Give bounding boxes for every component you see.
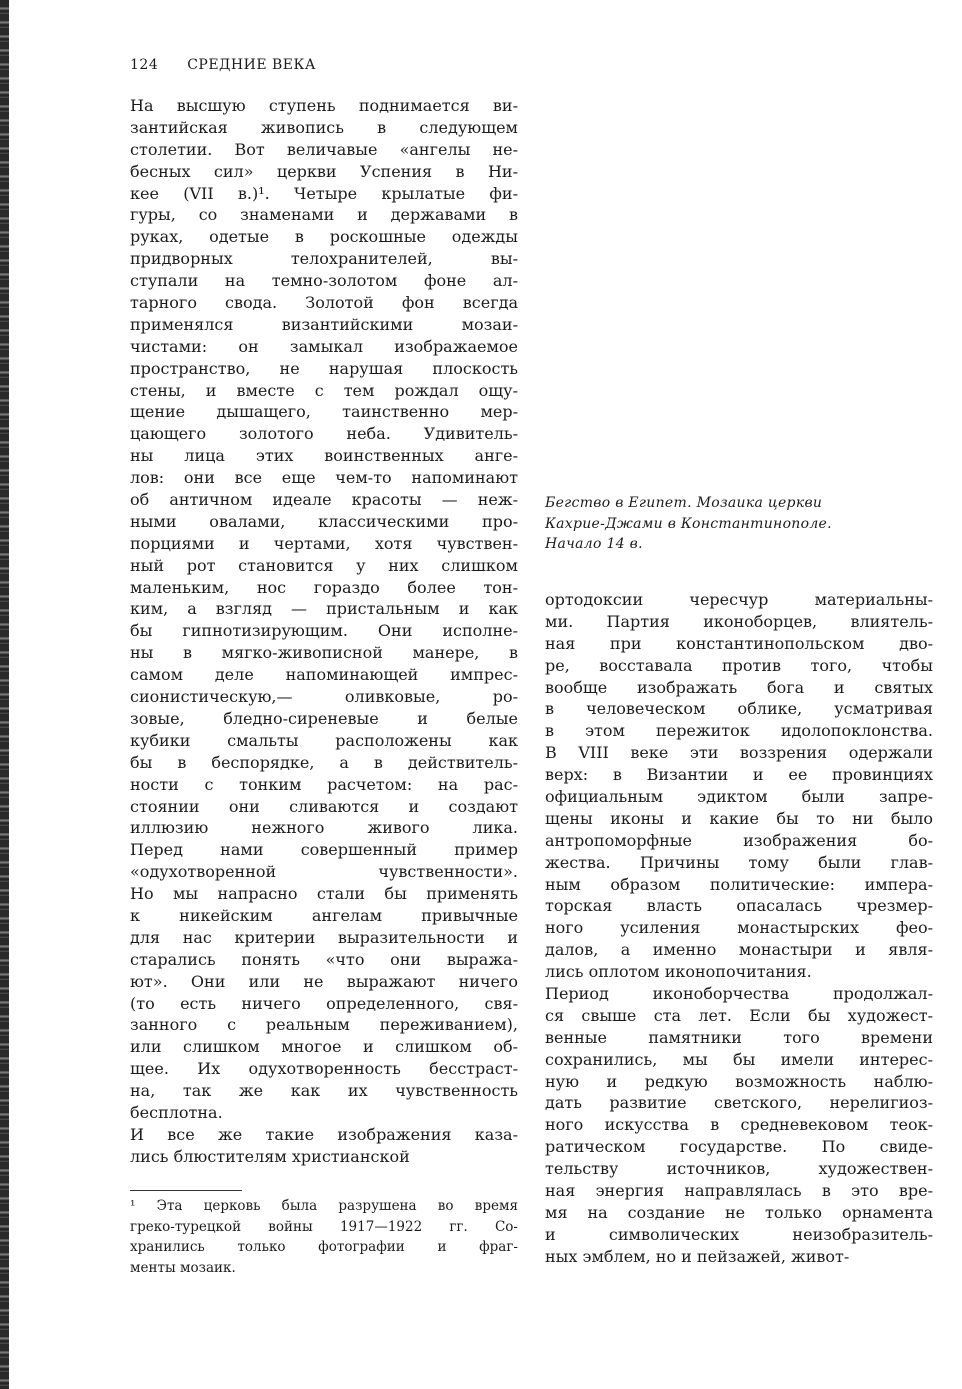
- left-column-text-line: бы в беспорядке, а в действитель-: [130, 752, 518, 772]
- left-column-text-line: об античном идеале красоты — неж-: [130, 490, 518, 510]
- book-spine-edge: [0, 0, 9, 1389]
- left-column-text-line: цающего золотого неба. Удивитель-: [130, 424, 518, 444]
- right-column-text-line: в человеческом облике, усматривая: [545, 699, 933, 719]
- right-column-text-line: ратическом государстве. По свиде-: [545, 1137, 933, 1157]
- right-column-text-line: щены иконы и какие бы то ни было: [545, 808, 933, 828]
- right-column-text-line: ная при константинопольском дво-: [545, 633, 933, 653]
- right-column-text-line: торская власть опасалась чрезмер-: [545, 896, 933, 916]
- right-column-text-line: сохранились, мы бы имели интерес-: [545, 1049, 933, 1069]
- right-column-text-line: ортодоксии чересчур материальны-: [545, 590, 933, 609]
- left-column-text-line: Перед нами совершенный пример: [130, 840, 518, 860]
- left-column-text-line: маленьким, нос гораздо более тон-: [130, 577, 518, 597]
- left-column-text-line: (то есть ничего определенного, свя-: [130, 993, 518, 1013]
- footnote: [130, 1196, 518, 1278]
- right-column-text-line: жества. Причины тому были глав-: [545, 852, 933, 872]
- image-caption: [545, 493, 905, 555]
- left-column-text-line: порциями и чертами, хотя чувствен-: [130, 533, 518, 553]
- right-column-text-line: венные памятники того времени: [545, 1027, 933, 1047]
- left-text-column: [130, 95, 518, 1168]
- caption-text-line: Бегство в Египет. Мозаика церкви: [545, 495, 823, 511]
- left-column-text-line: кее (VII в.)¹. Четыре крылатые фи-: [130, 183, 518, 203]
- right-column-text-line: В VIII веке эти воззрения одержали: [545, 743, 933, 763]
- right-column-text-line: дать развитие светского, нерелигиоз-: [545, 1093, 933, 1113]
- caption-text-line: Начало 14 в.: [545, 536, 643, 552]
- left-column-text-line: ный рот становится у них слишком: [130, 555, 518, 575]
- right-column-text-line: ная энергия направлялась в это вре-: [545, 1181, 933, 1201]
- left-column-text-line: На высшую ступень поднимается ви-: [130, 96, 518, 115]
- caption-text-line: Кахрие-Джами в Константинополе.: [545, 515, 832, 532]
- right-column-text-line: ную и редкую возможность наблю-: [545, 1071, 933, 1091]
- left-column-text-line: гуры, со знаменами и державами в: [130, 205, 518, 225]
- right-column-text-line: ся свыше ста лет. Если бы художест-: [545, 1005, 933, 1025]
- footnote-text-line: менты мозаик.: [130, 1259, 236, 1276]
- left-column-text-line: чистами: он замыкал изображаемое: [130, 336, 518, 356]
- left-column-text-line: ными овалами, классическими про-: [130, 511, 518, 531]
- right-column-text-line: антропоморфные изображения бо-: [545, 830, 933, 850]
- right-column-text-line: ных эмблем, но и пейзажей, живот-: [545, 1246, 850, 1266]
- right-column-text-line: официальным эдиктом были запре-: [545, 787, 933, 807]
- left-column-text-line: бесных сил» церкви Успения в Ни-: [130, 161, 518, 181]
- left-column-text-line: для нас критерии выразительности и: [130, 927, 518, 947]
- left-column-text-line: щение дышащего, таинственно мер-: [130, 402, 518, 422]
- left-column-text-line: ким, а взгляд — пристальным и как: [130, 599, 518, 619]
- left-column-text-line: зовые, бледно-сиреневые и белые: [130, 708, 518, 728]
- right-column-text-line: ми. Партия иконоборцев, влиятель-: [545, 611, 933, 631]
- right-column-text-line: далов, а именно монастыри и явля-: [545, 940, 933, 960]
- left-column-text-line: ны лица этих воинственных анге-: [130, 446, 518, 466]
- left-column-text-line: иллюзию нежного живого лика.: [130, 818, 518, 838]
- left-column-text-line: применялся византийскими мозаи-: [130, 314, 518, 334]
- running-header: [130, 57, 316, 73]
- right-text-column: [545, 589, 933, 1268]
- section-title: СРЕДНИЕ ВЕКА: [187, 57, 316, 73]
- left-column-text-line: кубики смальты расположены как: [130, 730, 518, 750]
- left-column-text-line: ности с тонким расчетом: на рас-: [130, 774, 518, 794]
- right-column-text-line: ного искусства в средневековом теок-: [545, 1115, 933, 1135]
- right-column-text-line: ре, восставала против того, чтобы: [545, 655, 933, 675]
- right-column-text-line: лись оплотом иконопочитания.: [545, 962, 812, 982]
- left-column-text-line: придворных телохранителей, вы-: [130, 249, 518, 269]
- left-column-text-line: ступали на темно-золотом фоне ал-: [130, 271, 518, 291]
- right-column-text-line: и символических неизобразитель-: [545, 1224, 933, 1244]
- left-column-text-line: занного с реальным переживанием),: [130, 1015, 518, 1035]
- left-column-text-line: лись блюстителям христианской: [130, 1146, 410, 1166]
- left-column-text-line: к никейским ангелам привычные: [130, 905, 518, 925]
- right-column-text-line: вообще изображать бога и святых: [545, 677, 933, 697]
- right-column-text-line: верх: в Византии и ее провинциях: [545, 765, 933, 785]
- right-column-text-line: в этом пережиток идолопоклонства.: [545, 721, 933, 741]
- left-column-text-line: пространство, не нарушая плоскость: [130, 358, 518, 378]
- left-column-text-line: столетии. Вот величавые «ангелы не-: [130, 139, 518, 159]
- footnote-text-line: ¹ Эта церковь была разрушена во время: [130, 1198, 518, 1214]
- left-column-text-line: бы гипнотизирующим. Они исполне-: [130, 621, 518, 641]
- left-column-text-line: зантийская живопись в следующем: [130, 117, 518, 137]
- right-column-text-line: тельству источников, художествен-: [545, 1159, 933, 1179]
- footnote-text-line: хранились только фотографии и фраг-: [130, 1239, 518, 1255]
- left-column-text-line: или слишком многое и слишком об-: [130, 1037, 518, 1057]
- right-column-text-line: ного усиления монастырских фео-: [545, 918, 933, 938]
- right-column-text-line: Период иконоборчества продолжал-: [545, 984, 933, 1004]
- left-column-text-line: «одухотворенной чувственности».: [130, 862, 518, 882]
- left-column-text-line: тарного свода. Золотой фон всегда: [130, 293, 518, 313]
- page-number: 124: [130, 57, 159, 73]
- left-column-text-line: сионистическую,— оливковые, ро-: [130, 687, 518, 707]
- left-column-text-line: стоянии они сливаются и создают: [130, 796, 518, 816]
- left-column-text-line: руках, одетые в роскошные одежды: [130, 227, 518, 247]
- left-column-text-line: ют». Они или не выражают ничего: [130, 971, 518, 991]
- footnote-divider: [130, 1190, 242, 1191]
- left-column-text-line: старались понять «что они выража-: [130, 949, 518, 969]
- footnote-text-line: греко-турецкой войны 1917—1922 гг. Со-: [130, 1218, 518, 1235]
- left-column-text-line: на, так же как их чувственность: [130, 1081, 518, 1101]
- right-column-text-line: мя на создание не только орнамента: [545, 1202, 933, 1222]
- left-column-text-line: ны в мягко-живописной манере, в: [130, 643, 518, 663]
- left-column-text-line: И все же такие изображения каза-: [130, 1124, 518, 1144]
- left-column-text-line: щее. Их одухотворенность бесстраст-: [130, 1059, 518, 1079]
- left-column-text-line: лов: они все еще чем-то напоминают: [130, 468, 518, 488]
- left-column-text-line: самом деле напоминающей импрес-: [130, 665, 518, 685]
- left-column-text-line: Но мы напрасно стали бы применять: [130, 884, 518, 904]
- right-column-text-line: ным образом политические: импера-: [545, 874, 933, 894]
- left-column-text-line: бесплотна.: [130, 1102, 223, 1122]
- left-column-text-line: стены, и вместе с тем рождал ощу-: [130, 380, 518, 400]
